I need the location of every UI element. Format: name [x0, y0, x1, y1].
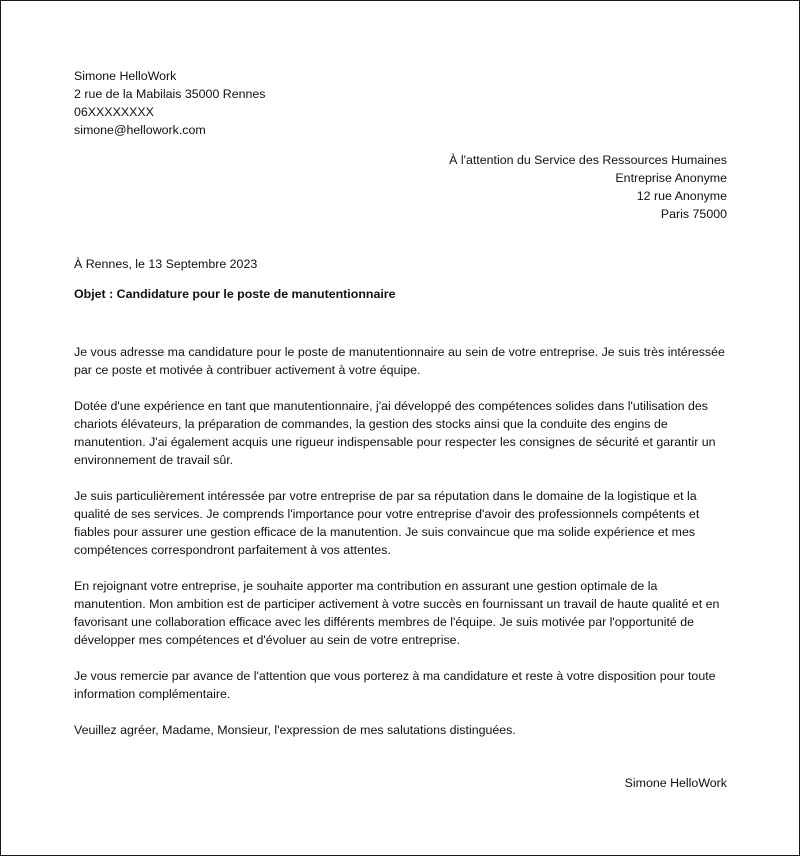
body-paragraph: En rejoignant votre entreprise, je souhaite apporter ma contribution en assurant une gestion optimale de la manutention. Mon ambition est de participer activement à votre succès en fournissant un travail de haute qualité et en favorisant une collaboration efficace avec les différents membres de l'équipe. Je suis motivée par l'opportunité de développer mes compétences et d'évoluer au sein de votre entreprise. — [74, 579, 720, 647]
recipient-street: 12 rue Anonyme — [636, 189, 727, 203]
date-line: À Rennes, le 13 Septembre 2023 — [74, 257, 258, 271]
subject-line: Objet : Candidature pour le poste de manutentionnaire — [74, 287, 396, 301]
recipient-attention: À l'attention du Service des Ressources Humaines — [449, 153, 727, 167]
sender-phone: 06XXXXXXXX — [74, 105, 154, 119]
closing-formula: Veuillez agréer, Madame, Monsieur, l'expression de mes salutations distinguées. — [74, 723, 516, 737]
sender-email: simone@hellowork.com — [74, 123, 206, 137]
sender-name: Simone HelloWork — [74, 69, 177, 83]
sender-address: 2 rue de la Mabilais 35000 Rennes — [74, 87, 266, 101]
body-paragraph: Dotée d'une expérience en tant que manutentionnaire, j'ai développé des compétences solides dans l'utilisation des chariots élévateurs, la préparation de commandes, la gestion des stocks ainsi que la conduite des engins de manutention. J'ai également acquis une rigueur indispensable pour respecter les consignes de sécurité et garantir un environnement de travail sûr. — [74, 399, 716, 467]
body-paragraph: Je vous adresse ma candidature pour le poste de manutentionnaire au sein de votre entreprise. Je suis très intéressée par ce poste et motivée à contribuer activement à votre équipe. — [74, 345, 725, 377]
recipient-city: Paris 75000 — [660, 207, 727, 221]
body-paragraph: Je suis particulièrement intéressée par votre entreprise de par sa réputation dans le domaine de la logistique et la qualité de ses services. Je comprends l'importance pour votre entreprise d'avoir des professionnels compétents et fiables pour assurer une gestion efficace de la manutention. Je suis convaincue que ma solide expérience et mes compétences correspondront parfaitement à vos attentes. — [74, 489, 700, 557]
signature: Simone HelloWork — [624, 776, 727, 790]
sender-block — [74, 67, 266, 139]
recipient-company: Entreprise Anonyme — [615, 171, 727, 185]
recipient-block — [449, 151, 727, 223]
body-paragraph: Je vous remercie par avance de l'attention que vous porterez à ma candidature et reste à votre disposition pour toute information complémentaire. — [74, 669, 716, 701]
letter-body — [74, 343, 730, 739]
